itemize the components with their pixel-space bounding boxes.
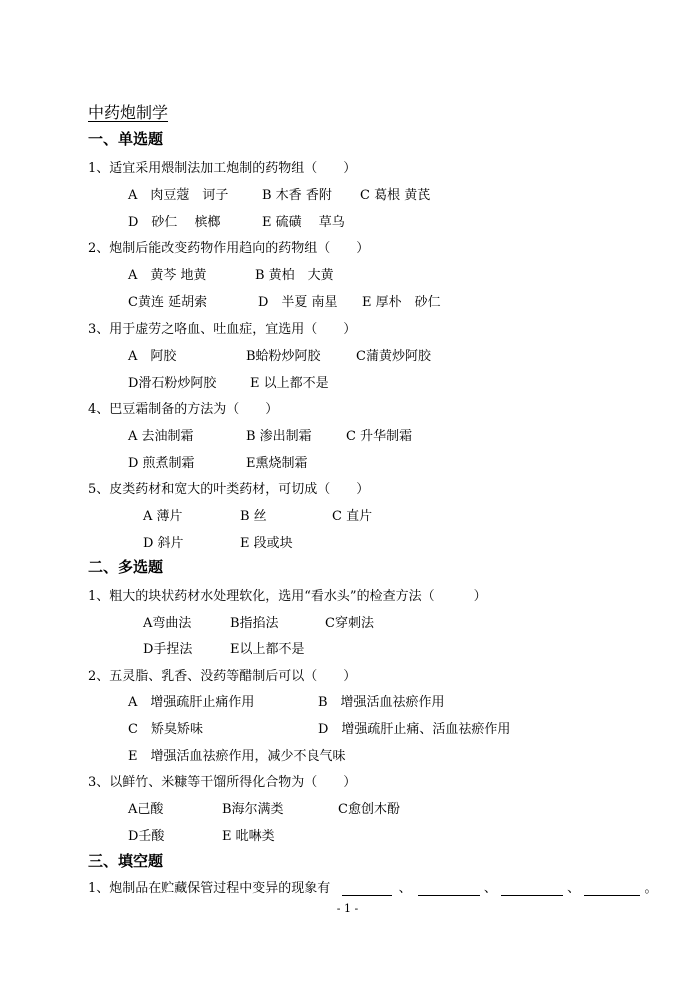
option-a: A弯曲法 bbox=[143, 616, 192, 631]
answer-blank[interactable] bbox=[584, 881, 640, 896]
answer-blank[interactable] bbox=[342, 881, 392, 896]
answer-blank[interactable] bbox=[501, 881, 563, 896]
question-text: 1、炮制品在贮藏保管过程中变异的现象有 bbox=[88, 881, 331, 896]
option-d: D 砂仁 槟榔 bbox=[128, 215, 221, 230]
option-a: A 薄片 bbox=[143, 509, 183, 524]
sentence-end: 。 bbox=[644, 881, 658, 896]
question-text: 4、巴豆霜制备的方法为（ ） bbox=[88, 402, 279, 417]
option-a: A 增强疏肝止痛作用 bbox=[128, 695, 255, 710]
blank-separator: 、 bbox=[567, 881, 581, 896]
question-text: 5、皮类药材和宽大的叶类药材，可切成（ ） bbox=[88, 482, 370, 497]
option-e: E熏烧制霜 bbox=[246, 456, 308, 471]
option-a: A 去油制霜 bbox=[128, 429, 194, 444]
blank-separator: 、 bbox=[483, 881, 497, 896]
answer-blank[interactable] bbox=[418, 881, 480, 896]
option-e: E 厚朴 砂仁 bbox=[362, 295, 441, 310]
option-b: B蛤粉炒阿胶 bbox=[246, 349, 321, 364]
option-b: B 丝 bbox=[240, 509, 267, 524]
option-e: E以上都不是 bbox=[230, 642, 305, 657]
section-heading-multiple-choice: 二、多选题 bbox=[88, 558, 164, 576]
option-b: B海尔满类 bbox=[222, 802, 284, 817]
question-text: 3、用于虚劳之咯血、吐血症，宜选用（ ） bbox=[88, 322, 357, 337]
option-a: A 黄芩 地黄 bbox=[128, 268, 207, 283]
option-c: C 葛根 黄芪 bbox=[360, 188, 431, 203]
option-d: D 半夏 南星 bbox=[258, 295, 338, 310]
option-e: E 以上都不是 bbox=[250, 376, 329, 391]
option-e: E 硫磺 草乌 bbox=[262, 215, 345, 230]
option-d: D 斜片 bbox=[143, 536, 184, 551]
option-b: B 渗出制霜 bbox=[246, 429, 312, 444]
option-c: C穿刺法 bbox=[325, 616, 374, 631]
option-d: D滑石粉炒阿胶 bbox=[128, 376, 217, 391]
option-a: A 肉豆蔻 诃子 bbox=[128, 188, 229, 203]
option-d: D 煎煮制霜 bbox=[128, 456, 195, 471]
option-e: E 吡啉类 bbox=[222, 829, 275, 844]
question-text: 1、粗大的块状药材水处理软化，选用“看水头”的检查方法（ ） bbox=[88, 589, 487, 604]
option-d: D手捏法 bbox=[143, 642, 193, 657]
option-b: B 木香 香附 bbox=[262, 188, 332, 203]
fill-in-question bbox=[88, 877, 657, 896]
page-number: - 1 - bbox=[336, 902, 359, 915]
option-c: C蒲黄炒阿胶 bbox=[356, 349, 431, 364]
option-c: C愈创木酚 bbox=[338, 802, 400, 817]
page-title: 中药炮制学 bbox=[88, 103, 169, 122]
option-c: C 直片 bbox=[332, 509, 373, 524]
option-b: B指掐法 bbox=[230, 616, 279, 631]
option-c: C 升华制霜 bbox=[346, 429, 413, 444]
question-text: 3、以鲜竹、米糠等干馏所得化合物为（ ） bbox=[88, 775, 357, 790]
option-e: E 段或块 bbox=[240, 536, 293, 551]
option-b: B 黄柏 大黄 bbox=[255, 268, 334, 283]
option-a: A己酸 bbox=[128, 802, 164, 817]
option-b: B 增强活血祛瘀作用 bbox=[318, 695, 445, 710]
option-c: C黄连 延胡索 bbox=[128, 295, 208, 310]
option-d: D壬酸 bbox=[128, 829, 165, 844]
question-text: 2、炮制后能改变药物作用趋向的药物组（ ） bbox=[88, 241, 370, 256]
option-d: D 增强疏肝止痛、活血祛瘀作用 bbox=[318, 722, 511, 737]
option-a: A 阿胶 bbox=[128, 349, 177, 364]
option-e: E 增强活血祛瘀作用，减少不良气味 bbox=[128, 749, 346, 764]
question-text: 2、五灵脂、乳香、没药等醋制后可以（ ） bbox=[88, 669, 357, 684]
option-c: C 矫臭矫味 bbox=[128, 722, 203, 737]
question-text: 1、适宜采用煨制法加工炮制的药物组（ ） bbox=[88, 161, 357, 176]
blank-separator: 、 bbox=[398, 881, 412, 896]
section-heading-fill-in-blank: 三、填空题 bbox=[88, 852, 164, 870]
section-heading-single-choice: 一、单选题 bbox=[88, 130, 164, 148]
